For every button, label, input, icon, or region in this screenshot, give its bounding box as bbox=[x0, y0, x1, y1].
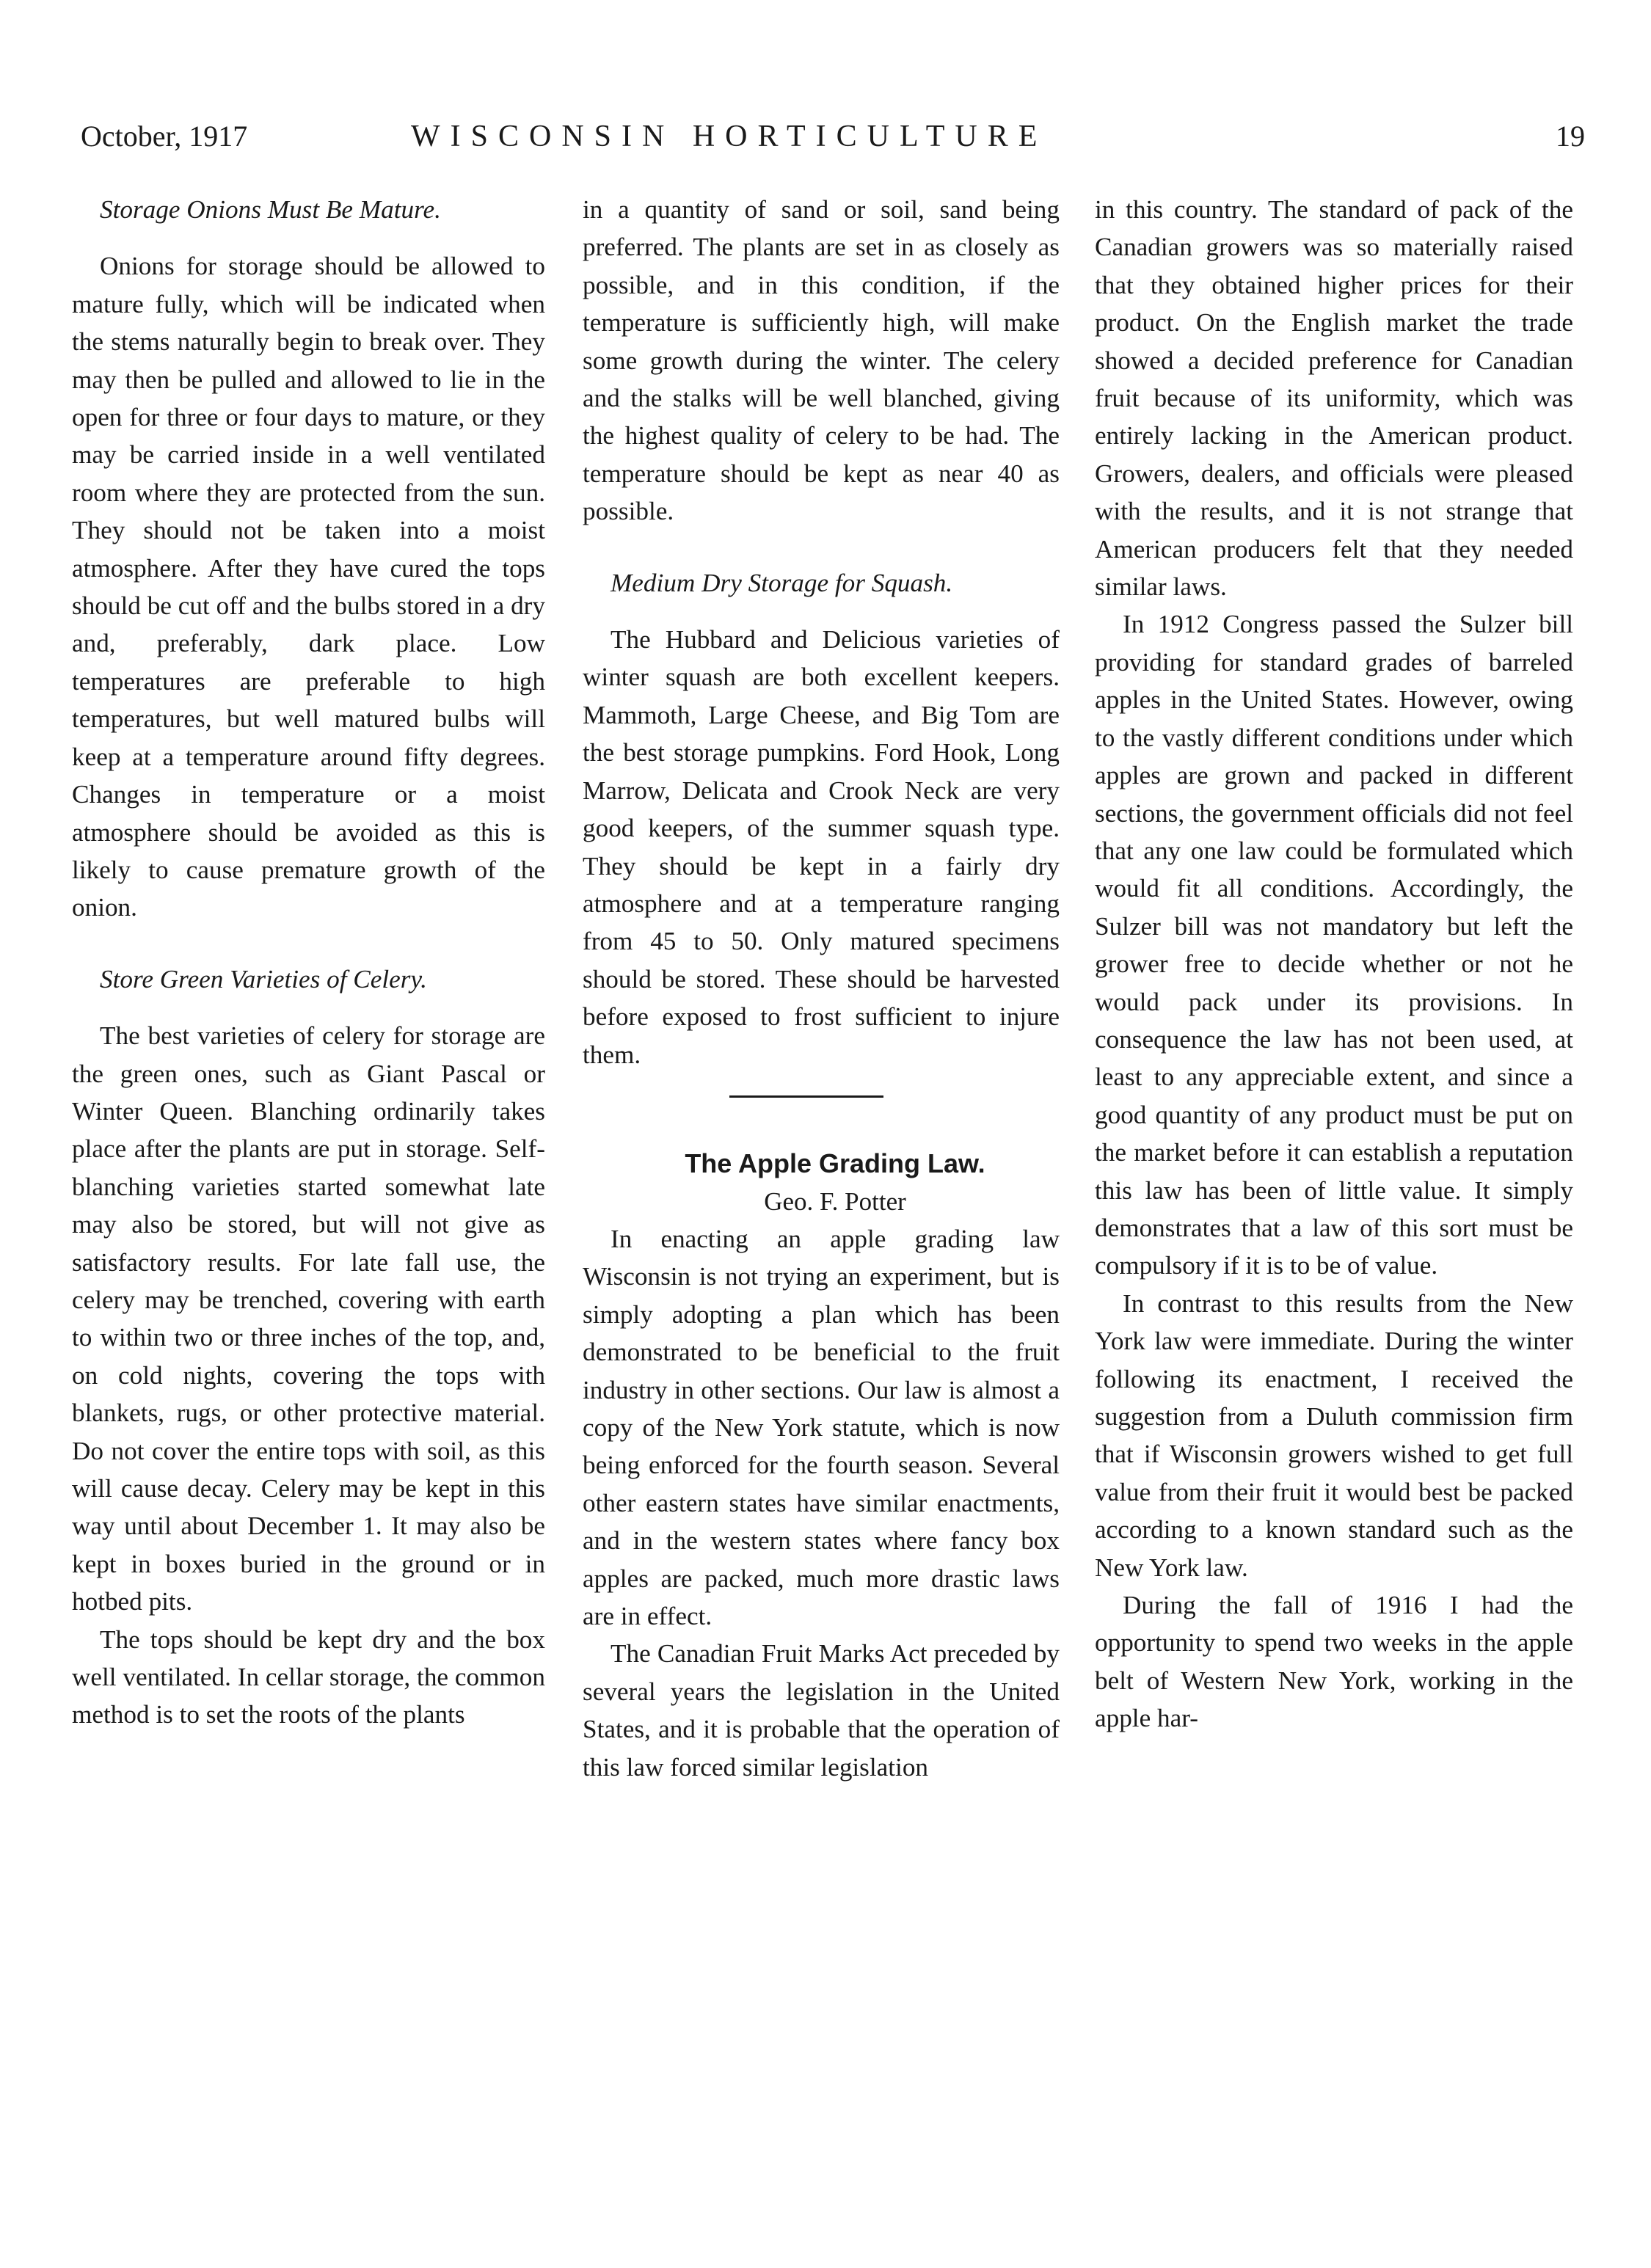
page-number: 19 bbox=[1556, 120, 1585, 153]
section-divider bbox=[583, 1073, 1060, 1119]
paragraph-celery-2: The tops should be kept dry and the box well ventilated. In cellar storage, the common method is to set the roots of the plants bbox=[72, 1625, 545, 1729]
paragraph-onions: Onions for storage should be allowed to mature fully, which will be indicated when the stems naturally begin to break over. They may then be pulled and allowed to lie in the open for three or four days to mature, or they may be carried inside in a well ventilated room where they are protected from the sun. They should not be taken into a moist atmosphere. After they have cured the tops should be cut off and the bulbs stored in a dry and, preferably, dark place. Low temperatures are preferable to high temperatures, but well matured bulbs will keep at a temperature around fifty degrees. Changes in temperature or a moist atmosphere should be avoided as this is likely to cause premature growth of the onion. bbox=[72, 252, 545, 922]
issue-date: October, 1917 bbox=[81, 120, 248, 153]
paragraph-celery-1: The best varieties of celery for storage are the green ones, such as Giant Pascal or Winter Queen. Blanching ordinarily takes place after the plants are put in storage. Self-blanching varieties started somewhat late may also be stored, but will not give as satisfactory results. For late fall use, the celery may be trenched, covering with earth to within two or three inches of the top, and, on cold nights, covering the tops with blankets, rugs, or other protective material. Do not cover the entire tops with soil, as this will cause decay. Celery may be kept in this way until about December 1. It may also be kept in boxes buried in the ground or in hotbed pits. bbox=[72, 1021, 545, 1616]
section-heading-squash: Medium Dry Storage for Squash. bbox=[611, 568, 953, 597]
section-heading-celery: Store Green Varieties of Celery. bbox=[100, 964, 427, 993]
paragraph-apple-continued: in this country. The standard of pack of the Canadian growers was so materially raised that they obtained higher prices for their product. On the English market the trade showed a decided preference for Canadian fruit because of its uniformity, which was entirely lacking in the American product. Growers, dealers, and officials were pleased with the results, and it is not strange that American producers felt that they needed similar laws. bbox=[1095, 195, 1573, 602]
paragraph-apple-2: The Canadian Fruit Marks Act preceded by several years the legislation in the United States, and it is probable that the operation of this law forced similar legislation bbox=[583, 1639, 1060, 1782]
paragraph-apple-1: In enacting an apple grading law Wisconsin is not trying an experiment, but is simply adopting a plan which has been demonstrated to be beneficial to the fruit industry in other sections. Our law is almost a copy of the New York statute, which is now being enforced for the fourth season. Several other eastern states have similar enactments, and in the western states where fancy box apples are packed, much more drastic laws are in effect. bbox=[583, 1224, 1060, 1630]
paragraph-apple-4: In contrast to this results from the New York law were immediate. During the winter following its enactment, I received the suggestion from a Duluth commission firm that if Wisconsin growers wished to get full value from their fruit it would best be packed according to a known standard such as the New York law. bbox=[1095, 1288, 1573, 1582]
publication-title: WISCONSIN HORTICULTURE bbox=[411, 120, 1048, 153]
paragraph-apple-3: In 1912 Congress passed the Sulzer bill providing for standard grades of barreled apples in the United States. However, owing to the vastly different conditions under which apples are grown and packed in different sections, the government officials did not feel that any one law could be formulated which would fit all conditions. Accordingly, the Sulzer bill was not mandatory but left the grower free to decide whether or not he would pack under its provisions. In consequence the law has not been used, at least to any appreciable extent, and since a good quantity of any product must be put on the market before it can establish a reputation this law has been of little value. It simply demonstrates that a law of this sort must be compulsory if it is to be of value. bbox=[1095, 610, 1573, 1280]
paragraph-apple-5: During the fall of 1916 I had the opportunity to spend two weeks in the apple belt of Western New York, working in the apple har- bbox=[1095, 1591, 1573, 1733]
column-2 bbox=[583, 191, 1060, 1786]
article-author: Geo. F. Potter bbox=[764, 1186, 906, 1216]
page-header bbox=[81, 119, 1585, 163]
article-title: The Apple Grading Law. bbox=[685, 1148, 985, 1178]
paragraph-celery-continued: in a quantity of sand or soil, sand being preferred. The plants are set in as closely as possible, and in this condition, if the temperature is sufficiently high, will make some growth during the winter. The celery and the stalks will be well blanched, giving the highest quality of celery to be had. The temperature should be kept as near 40 as possible. bbox=[583, 195, 1060, 526]
column-3 bbox=[1095, 191, 1573, 1738]
column-1 bbox=[72, 191, 545, 1734]
paragraph-squash: The Hubbard and Delicious varieties of winter squash are both excellent keepers. Mammoth, Large Cheese, and Big Tom are the best storage pumpkins. Ford Hook, Long Marrow, Delicata and Crook Neck are very good keepers, of the summer squash type. They should be kept in a fairly dry atmosphere and at a temperature ranging from 45 to 50. Only matured specimens should be stored. These should be harvested before exposed to frost sufficient to injure them. bbox=[583, 625, 1060, 1069]
section-heading-onions: Storage Onions Must Be Mature. bbox=[100, 195, 441, 224]
